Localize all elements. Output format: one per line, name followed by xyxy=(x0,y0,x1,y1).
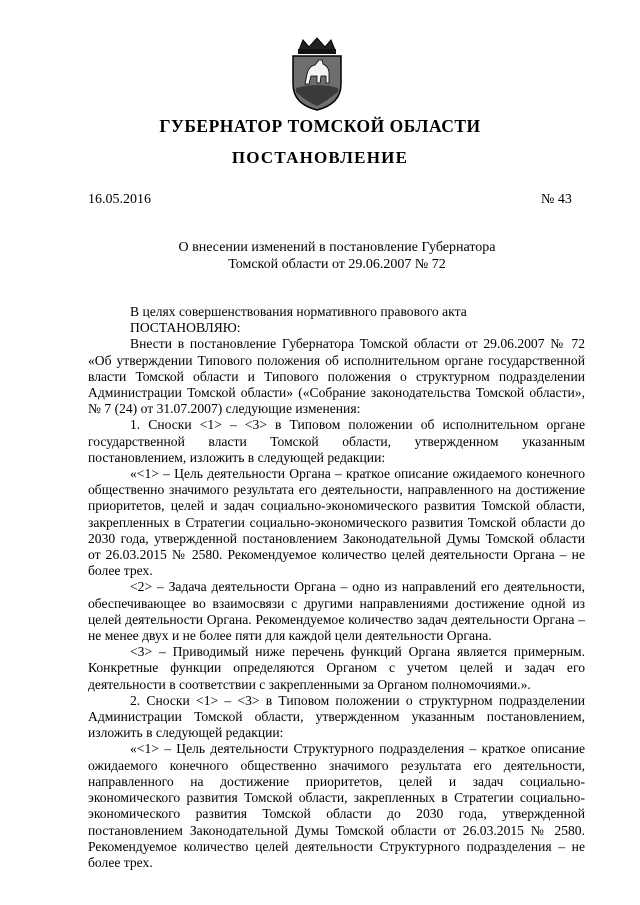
paragraph-preamble: В целях совершенствования нормативного правового акта xyxy=(130,304,467,319)
subject-line: Томской области от 29.06.2007 № 72 xyxy=(228,256,446,272)
subject-line: О внесении изменений в постановление Губернатора xyxy=(178,240,496,255)
document-body xyxy=(88,304,585,871)
paragraph-footnote-1: «<1> – Цель деятельности Органа – краткое описание ожидаемого конечного общественно значимого результата его деятельности, направленного на достижение приоритетов, целей и задач социально-экономического развития Томской области, закрепленных в Стратегии социально-экономического развития Томской области до 2030 года, утвержденной постановлением Законодательной Думы Томской области от 26.03.2015 № 2580. Рекомендуемое количество целей деятельности Органа – не более трех. xyxy=(88,466,585,579)
issuing-authority: ГУБЕРНАТОР ТОМСКОЙ ОБЛАСТИ xyxy=(159,116,481,136)
paragraph-amendment-intro: Внести в постановление Губернатора Томской области от 29.06.2007 № 72 «Об утверждении Типового положения об исполнительном органе государственной власти Томской области и Типового положения о структурном подразделении Администрации Томской области» («Собрание законодательства Томской области», № 7 (24) от 31.07.2007) следующие изменения: xyxy=(88,336,585,417)
paragraph-item-2: 2. Сноски <1> – <3> в Типовом положении о структурном подразделении Администрации Томской области, утвержденном указанным постановлением, изложить в следующей редакции: xyxy=(88,692,585,741)
document-type: ПОСТАНОВЛЕНИЕ xyxy=(231,148,409,167)
document-number: № 43 xyxy=(541,192,572,207)
paragraph-footnote-1-structural: «<1> – Цель деятельности Структурного подразделения – краткое описание ожидаемого конечного общественно значимого результата его деятельности, направленного на достижение приоритетов, целей и задач социально-экономического развития Томской области, закрепленных в Стратегии социально-экономического развития Томской области до 2030 года, утвержденной постановлением Законодательной Думы Томской области от 26.03.2015 № 2580. Рекомендуемое количество целей деятельности Структурного подразделения – не более трех. xyxy=(88,741,585,870)
paragraph-item-1: 1. Сноски <1> – <3> в Типовом положении об исполнительном органе государственной власти Томской области, утвержденном указанным постановлением, изложить в следующей редакции: xyxy=(88,417,585,465)
document-subject xyxy=(88,240,586,273)
paragraph-footnote-2: <2> – Задача деятельности Органа – одно из направлений его деятельности, обеспечивающее во взаимосвязи с другими направлениями достижение одной из целей деятельности Органа. Рекомендуемое количество задач деятельности Органа – не менее двух и не более пяти для каждой цели деятельности Органа. xyxy=(88,579,585,644)
paragraph-footnote-3: <3> – Приводимый ниже перечень функций Органа является примерным. Конкретные функции определяются Органом с учетом целей и задач его деятельности в соответствии с закрепленными за Органом полномочиями.». xyxy=(88,644,585,692)
paragraph-resolve: ПОСТАНОВЛЯЮ: xyxy=(130,320,241,336)
tomsk-coat-of-arms-icon xyxy=(285,36,349,112)
document-date: 16.05.2016 xyxy=(88,192,151,207)
